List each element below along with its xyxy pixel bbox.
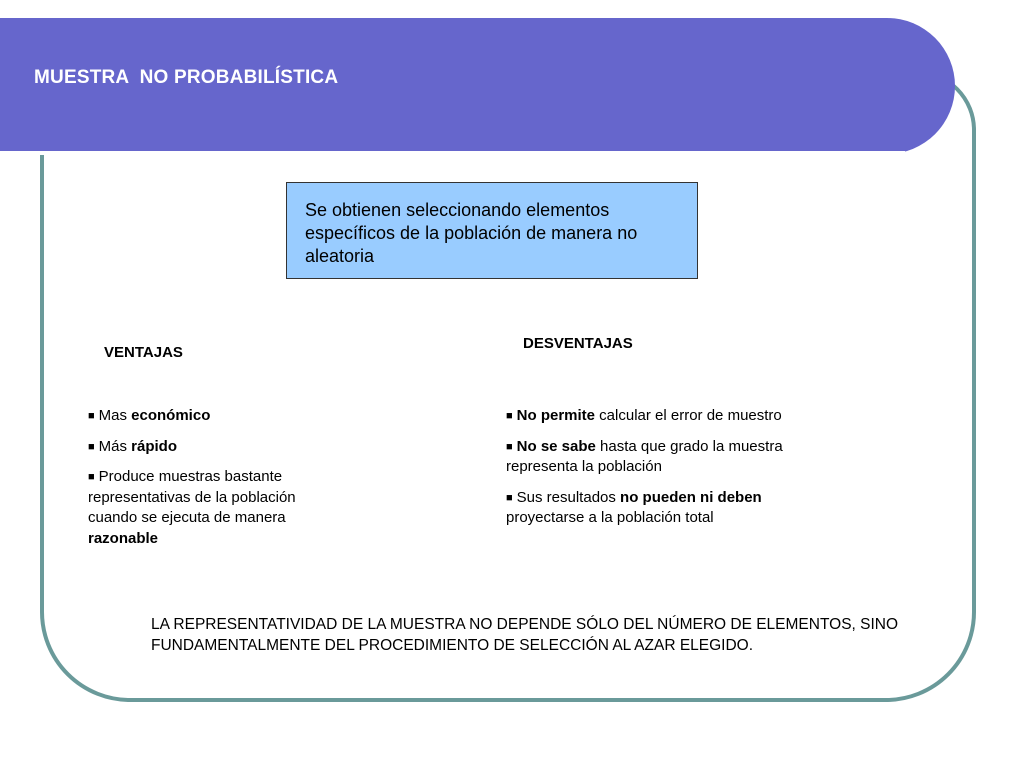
desventajas-list [506,406,806,539]
list-item: ■ No permite calcular el error de muestro [506,407,782,424]
desventajas-heading: DESVENTAJAS [523,335,633,352]
list-item: ■ Sus resultados no pueden ni deben proyectarse a la población total [506,488,762,526]
list-item: ■ No se sabe hasta que grado la muestra representa la población [506,437,783,475]
bullet-icon: ■ [506,440,513,453]
slide-frame [40,70,976,702]
footer-note: LA REPRESENTATIVIDAD DE LA MUESTRA NO DEPENDE SÓLO DEL NÚMERO DE ELEMENTOS, SINO FUNDAMENTALMENTE DEL PROCEDIMIENTO DE SELECCIÓN AL AZAR ELEGIDO. [151,616,899,654]
list-item: ■ Más rápido [88,437,178,455]
bullet-icon: ■ [506,491,513,504]
bullet-icon: ■ [88,410,95,422]
list-item: ■ Produce muestras bastante representativas de la población cuando se ejecuta de manera razonable [88,468,296,547]
bullet-icon: ■ [506,410,513,422]
definition-box [286,182,698,279]
slide-title: MUESTRA NO PROBABILÍSTICA [34,67,339,88]
ventajas-heading: VENTAJAS [104,344,183,361]
ventajas-list [88,406,333,559]
bullet-icon: ■ [88,440,95,453]
definition-text: Se obtienen seleccionando elementos específicos de la población de manera no aleatoria [305,200,638,266]
title-underline [0,151,905,155]
bullet-icon: ■ [88,471,95,483]
list-item: ■ Mas económico [88,407,211,424]
